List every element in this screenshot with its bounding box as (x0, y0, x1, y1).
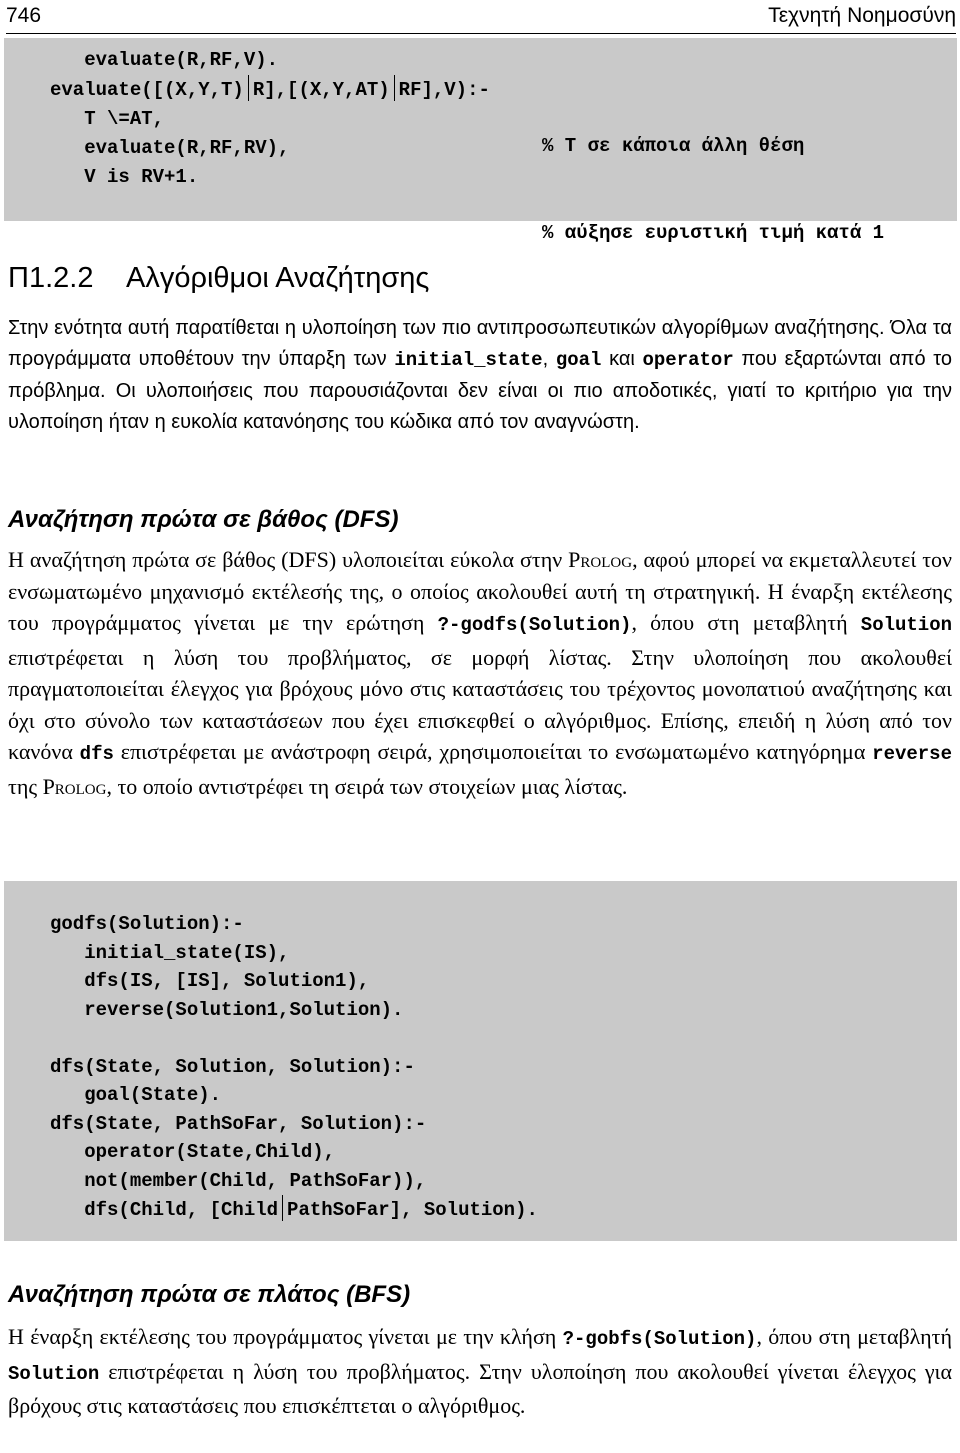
code-line: evaluate([(X,Y,T) (50, 79, 244, 101)
page-header (6, 0, 956, 34)
page-number: 746 (6, 4, 42, 27)
text: , όπου στη μεταβλητή (631, 610, 861, 635)
code-line: V is RV+1. (50, 166, 199, 188)
intro-paragraph (8, 313, 952, 438)
dfs-heading: Αναζήτηση πρώτα σε βάθος (DFS) (8, 506, 399, 533)
prolog-name: Prolog (568, 547, 633, 572)
running-title: Τεχνητή Νοημοσύνη (768, 4, 956, 27)
code-line: T \=AT, (50, 108, 165, 130)
list-bar (248, 75, 249, 101)
code-line: evaluate(R,RF,V). (50, 49, 279, 71)
code-comments (542, 103, 884, 277)
code-goal: goal (555, 349, 602, 371)
list-bar (394, 75, 395, 101)
code-comment: % T σε κάποια άλλη θέση (542, 135, 805, 157)
code-lines (50, 46, 490, 192)
code-gobfs-query: ?-gobfs(Solution) (562, 1328, 757, 1350)
text: που εξαρτώνται από το πρόβλημα. Οι υλοποιήσεις που παρουσιάζονται δεν είναι οι πιο αποδοτικές, γιατί το κριτήριο για την υλοποίηση ήταν η ευκολία κατανόησης του κώδικα από τον αναγνώστη. (8, 348, 952, 433)
section-title: Αλγόριθμοι Αναζήτησης (126, 262, 430, 294)
code-solution: Solution (8, 1362, 100, 1385)
header-rule (6, 33, 956, 34)
text: επιστρέφεται η λύση του προβλήματος, σε μορφή λίστας. Στην υλοποίηση που ακολουθεί πραγματοποιείται έλεγχος για βρόχους μόνο στις καταστάσεις του τρέχοντος μονοπατιού αναζήτησης και όχι στο σύνολο των καταστάσεων που έχει επισκεφθεί ο αλγόριθμος. Επίσης, επειδή η λύση από τον κανόνα (8, 644, 952, 764)
text: της (8, 773, 43, 799)
code-reverse: reverse (872, 743, 952, 765)
text: Στην ενότητα αυτή παρατίθεται η υλοποίηση των πιο αντιπροσωπευτικών αλγορίθμων αναζήτησης. Όλα τα προγράμματα υποθέτουν την ύπαρξη των (8, 317, 952, 370)
text: επιστρέφεται με ανάστροφη σειρά, χρησιμοποιείται το ενσωματωμένο κατηγόρημα (113, 739, 873, 764)
code-lines (50, 910, 538, 1225)
text: επιστρέφεται η λύση του προβλήματος. Στην υλοποίηση που ακολουθεί γίνεται έλεγχος για βρόχους στις καταστάσεις που επισκέπτεται ο αλγόριθμος. (8, 1358, 952, 1418)
prolog-name: Prolog (42, 773, 107, 799)
dfs-paragraph (8, 544, 952, 802)
code-line: evaluate(R,RF,RV), (50, 137, 290, 159)
section-heading (8, 262, 429, 295)
list-bar (282, 1195, 283, 1221)
text: και (601, 348, 643, 370)
code-solution: Solution (860, 614, 953, 636)
code-line: RF],V):- (398, 79, 490, 101)
bfs-heading: Αναζήτηση πρώτα σε πλάτος (BFS) (8, 1281, 411, 1308)
text: , το οποίο αντιστρέφει τη σειρά των στοιχείων μιας λίστας. (106, 773, 628, 799)
text: , αφού μπορεί να εκμεταλλευτεί τον ενσωματωμένο μηχανισμό εκτέλεσής της, ο οποίος ακολουθεί αυτή τη στρατηγική. Η έναρξη εκτέλεσης του προγράμματος γίνεται με την ερώτηση (8, 547, 952, 635)
text: , όπου στη μεταβλητή (756, 1324, 953, 1349)
code-initial-state: initial_state (394, 349, 543, 371)
code-operator: operator (642, 349, 734, 371)
text: Η αναζήτηση πρώτα σε βάθος (DFS) υλοποιείται εύκολα στην (8, 547, 569, 572)
code-comment: % αύξησε ευριστική τιμή κατά 1 (542, 222, 885, 244)
code-block-evaluate (4, 38, 957, 244)
code-line: R],[(X,Y,AT) (252, 79, 390, 101)
code-dfs: dfs (79, 743, 114, 765)
code-text: PathSoFar], Solution). (287, 1199, 538, 1221)
section-number: Π1.2.2 (8, 262, 94, 294)
code-block-dfs (4, 881, 957, 1241)
code-text: godfs(Solution):- initial_state(IS), dfs(IS, [IS], Solution1), reverse(Solution1,Solution). dfs(State, Solution, Solution):- goal(State). dfs(State, PathSoFar, Solution):- operator(State,Child), not(member(Child, PathSoFar)), dfs(Child, [Child (50, 913, 427, 1221)
code-godfs-query: ?-godfs(Solution) (437, 614, 632, 636)
bfs-paragraph (8, 1321, 952, 1422)
text: Η έναρξη εκτέλεσης του προγράμματος γίνεται με την κλήση (8, 1324, 563, 1349)
text: , (542, 348, 549, 370)
